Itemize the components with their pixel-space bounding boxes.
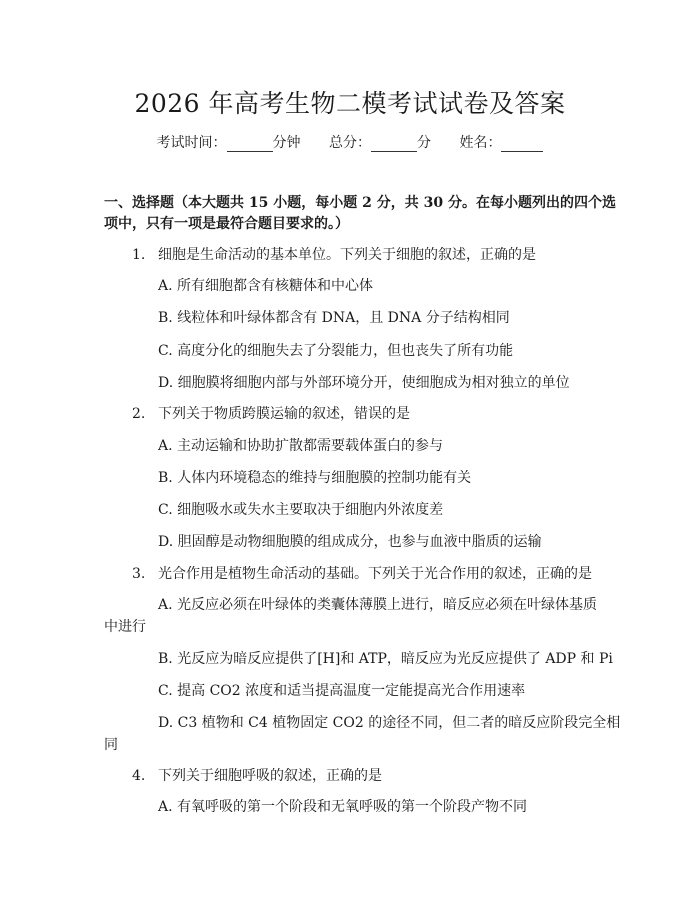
exam-info-bar (0, 132, 700, 152)
exam-time-field (157, 135, 305, 151)
page-title: 2026 年高考生物二模考试试卷及答案 (134, 89, 566, 118)
question-2 (132, 403, 410, 423)
question-3-option-d: D. C3 植物和 C4 植物固定 CO2 的途径不同，但二者的暗反应阶段完全相 (158, 715, 621, 731)
name-label: 姓名： (459, 135, 502, 151)
exam-time-blank[interactable] (227, 135, 273, 152)
question-2-option-b: B. 人体内环境稳态的维持与细胞膜的控制功能有关 (158, 470, 472, 486)
total-score-unit: 分 (417, 135, 431, 151)
question-2-option-c: C. 细胞吸水或失水主要取决于细胞内外浓度差 (158, 502, 444, 518)
question-3-option-b: B. 光反应为暗反应提供了[H]和 ATP，暗反应为光反应提供了 ADP 和 Pi (158, 651, 613, 667)
question-stem: 下列关于细胞呼吸的叙述，正确的是 (158, 768, 382, 784)
question-number: 2. (132, 406, 146, 422)
question-stem: 下列关于物质跨膜运输的叙述，错误的是 (158, 406, 410, 422)
question-3-option-a: A. 光反应必须在叶绿体的类囊体薄膜上进行，暗反应必须在叶绿体基质 (158, 597, 598, 613)
name-blank[interactable] (501, 135, 543, 152)
question-1-option-a: A. 所有细胞都含有核糖体和中心体 (158, 278, 374, 294)
question-1 (132, 244, 536, 264)
question-3-option-a-wrap: 中进行 (104, 619, 146, 635)
question-4-option-a: A. 有氧呼吸的第一个阶段和无氧呼吸的第一个阶段产物不同 (158, 799, 528, 815)
question-stem: 细胞是生命活动的基本单位。下列关于细胞的叙述，正确的是 (158, 247, 536, 263)
question-4 (132, 765, 382, 785)
question-number: 3. (132, 566, 146, 582)
question-2-option-a: A. 主动运输和协助扩散都需要载体蛋白的参与 (158, 438, 444, 454)
total-score-blank[interactable] (371, 135, 417, 152)
section-heading-line-2: 项中，只有一项是最符合题目要求的。） (104, 216, 349, 232)
exam-time-unit: 分钟 (272, 135, 301, 151)
question-3-option-d-wrap: 同 (104, 737, 118, 753)
question-1-option-d: D. 细胞膜将细胞内部与外部环境分开，使细胞成为相对独立的单位 (158, 375, 570, 391)
question-3-option-c: C. 提高 CO2 浓度和适当提高温度一定能提高光合作用速率 (158, 683, 526, 699)
question-1-option-b: B. 线粒体和叶绿体都含有 DNA，且 DNA 分子结构相同 (158, 310, 510, 326)
question-number: 4. (132, 768, 146, 784)
section-heading-line-1: 一、选择题（本大题共 15 小题，每小题 2 分，共 30 分。在每小题列出的四个选 (104, 195, 616, 211)
name-field (459, 135, 543, 151)
question-2-option-d: D. 胆固醇是动物细胞膜的组成成分，也参与血液中脂质的运输 (158, 534, 542, 550)
question-number: 1. (132, 247, 146, 263)
exam-time-label: 考试时间： (156, 135, 227, 151)
question-stem: 光合作用是植物生命活动的基础。下列关于光合作用的叙述，正确的是 (158, 566, 592, 582)
total-score-label: 总分： (329, 135, 371, 151)
question-3 (132, 563, 592, 583)
question-1-option-c: C. 高度分化的细胞失去了分裂能力，但也丧失了所有功能 (158, 343, 514, 359)
total-score-field (329, 135, 435, 151)
